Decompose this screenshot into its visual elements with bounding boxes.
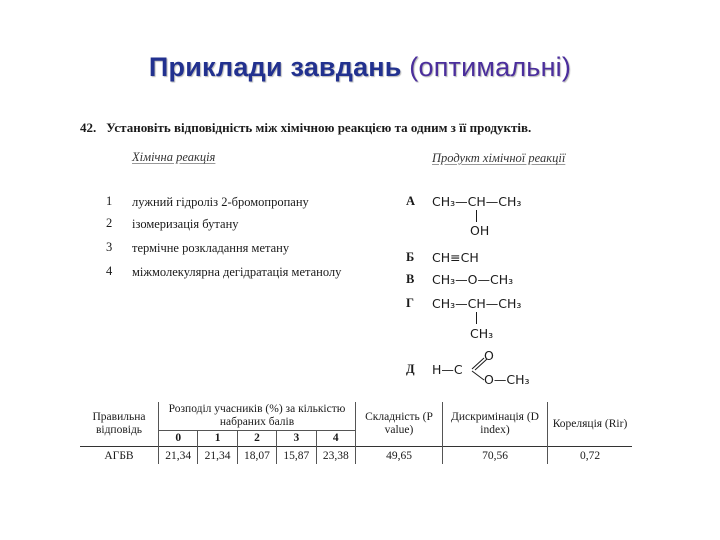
score-label: 2 bbox=[237, 431, 276, 447]
product-letter: Б bbox=[406, 250, 415, 264]
reaction-column-header: Хімічна реакція bbox=[132, 150, 216, 164]
product-formula-b: CH≡CH bbox=[432, 250, 479, 265]
bond-line bbox=[476, 210, 477, 222]
reaction-text: лужний гідроліз 2-бромопропану bbox=[132, 195, 309, 209]
distribution-value: 21,34 bbox=[198, 447, 237, 465]
product-letter: Г bbox=[406, 296, 414, 310]
title-main: Приклади завдань bbox=[148, 52, 402, 82]
product-letter: А bbox=[406, 194, 416, 208]
score-label: 3 bbox=[277, 431, 316, 447]
product-column-header: Продукт хімічної реакції bbox=[432, 151, 566, 165]
formula-substituent: CH₃ bbox=[470, 326, 494, 341]
score-label: 0 bbox=[159, 431, 198, 447]
header-correlation: Кореляція (Rir) bbox=[552, 417, 628, 430]
task-text: Установіть відповідність між хімічною реакцією та одним з її продуктів. bbox=[106, 120, 532, 135]
distribution-value: 21,34 bbox=[159, 447, 198, 465]
reaction-text: термічне розкладання метану bbox=[132, 241, 290, 255]
header-answer: Правильна відповідь bbox=[80, 402, 159, 447]
formula-substituent: OH bbox=[470, 223, 490, 238]
reaction-text: ізомеризація бутану bbox=[132, 217, 239, 231]
product-formula-v: CH₃—O—CH₃ bbox=[432, 272, 514, 287]
reaction-text: міжмолекулярна дегідратація метанолу bbox=[132, 265, 342, 279]
discrimination-value: 70,56 bbox=[443, 447, 548, 465]
product-formula-d bbox=[432, 348, 530, 387]
product-letter: В bbox=[406, 272, 415, 286]
formula-left: H—C bbox=[432, 362, 463, 377]
task-prompt bbox=[80, 120, 531, 136]
product-letter: Д bbox=[406, 362, 415, 376]
distribution-value: 18,07 bbox=[237, 447, 276, 465]
answer-value: АГБВ bbox=[80, 447, 159, 465]
task-number: 42. bbox=[80, 120, 97, 135]
header-discrimination: Дискримінація (D index) bbox=[443, 402, 548, 447]
formula-main: CH₃—CH—CH₃ bbox=[432, 296, 522, 311]
reaction-number: 2 bbox=[106, 216, 113, 230]
slide-title bbox=[0, 52, 720, 83]
distribution-value: 15,87 bbox=[277, 447, 316, 465]
product-formula-a bbox=[432, 194, 522, 238]
difficulty-value: 49,65 bbox=[356, 447, 443, 465]
reaction-number: 3 bbox=[106, 240, 113, 254]
formula-top: O bbox=[484, 348, 494, 363]
reaction-number: 4 bbox=[106, 264, 113, 278]
correlation-value: 0,72 bbox=[548, 447, 633, 465]
product-formula-g bbox=[432, 296, 522, 341]
formula-main: CH₃—CH—CH₃ bbox=[432, 194, 522, 209]
formula-bottom: O—CH₃ bbox=[484, 372, 530, 387]
statistics-table bbox=[80, 402, 632, 464]
title-accent: (оптимальні) bbox=[409, 52, 572, 82]
reaction-number: 1 bbox=[106, 194, 113, 208]
bond-line bbox=[476, 312, 477, 324]
distribution-value: 23,38 bbox=[316, 447, 355, 465]
score-label: 1 bbox=[198, 431, 237, 447]
header-difficulty: Складність (P value) bbox=[356, 402, 443, 447]
header-distribution: Розподіл учасників (%) за кількістю набраних балів bbox=[159, 402, 356, 431]
score-label: 4 bbox=[316, 431, 355, 447]
